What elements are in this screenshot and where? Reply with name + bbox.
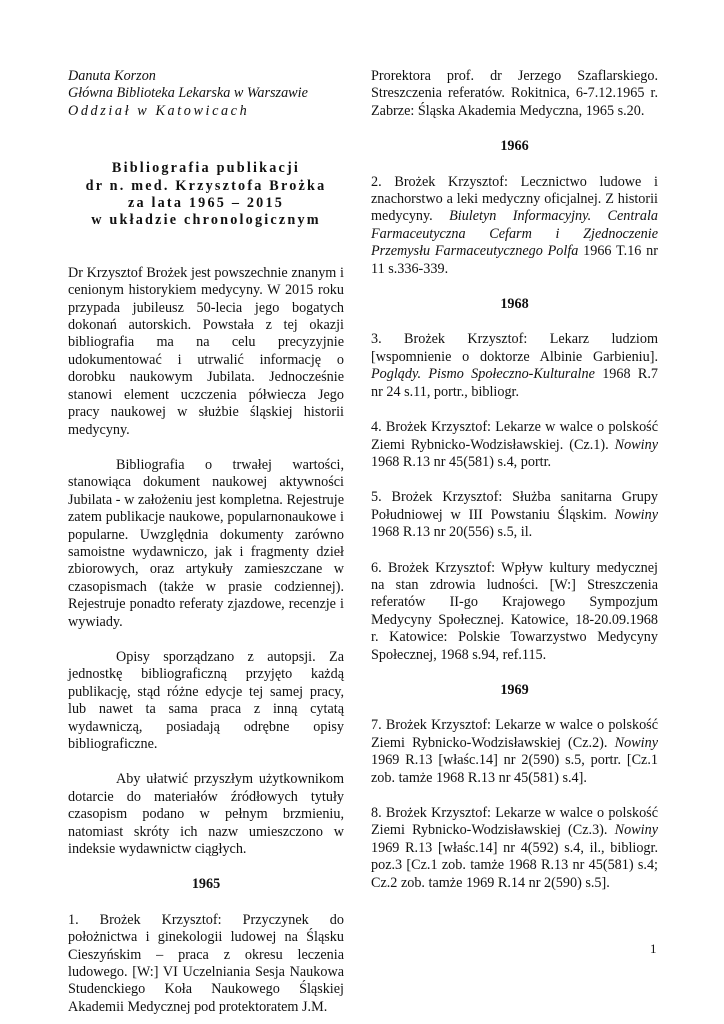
document-title — [68, 160, 344, 230]
intro-paragraph-4: Aby ułatwić przyszłym użytkownikom dotarcie do materiałów źródłowych tytuły czasopism podano w pełnym brzmieniu, natomiast skróty ich nazw umieszczono w indeksie wydawnictw ciągłych. — [68, 771, 344, 858]
page-number: 1 — [650, 941, 657, 956]
bibliography-entry-7 — [371, 717, 658, 787]
entry-4-journal: Nowiny — [614, 436, 658, 453]
title-line-3: za lata 1965 – 2015 — [127, 195, 285, 212]
title-line-2: dr n. med. Krzysztofa Brożka — [85, 177, 327, 194]
entry-4-citation: 1968 R.13 nr 45(581) s.4, portr. — [371, 453, 552, 470]
entry-7-citation: 1969 R.13 [właśc.14] nr 2(590) s.5, portr. [Cz.1 zob. tamże 1968 R.13 nr 45(581) s.4]. — [371, 752, 658, 786]
year-heading-1965: 1965 — [191, 876, 221, 893]
entry-2-journal: Biuletyn Informacyjny. Centrala Farmaceutyczna Cefarm i Zjednoczenie Przemysłu Farmaceutycznego Polfa — [371, 208, 658, 260]
intro-paragraph-3: Opisy sporządzano z autopsji. Za jednostkę bibliograficzną przyjęto każdą publikację, stąd różne edycje tej samej pracy, lub nawet ta sama praca z inną cytatą wydawniczą, posiadają odrębne opisy bibliograficzne. — [68, 648, 344, 752]
entry-5-citation: 1968 R.13 nr 20(556) s.5, il. — [371, 524, 533, 541]
branch-name: Oddział w Katowicach — [68, 102, 250, 119]
bibliography-entry-2 — [371, 174, 658, 278]
entry-5-journal: Nowiny — [614, 506, 658, 523]
entry-3-journal: Poglądy. Pismo Społeczno-Kulturalne — [371, 366, 595, 383]
document-header — [68, 68, 344, 120]
year-heading-1968: 1968 — [500, 296, 529, 313]
year-heading-1966: 1966 — [500, 138, 529, 155]
bibliography-entry-8 — [371, 805, 658, 892]
entry-2-citation: 1966 T.16 nr 11 s.336-339. — [371, 243, 658, 277]
entry-8-citation: 1969 R.13 [właśc.14] nr 4(592) s.4, il., bibliogr. poz.3 [Cz.1 zob. tamże 1968 R.13 nr 45(581) s.4; Cz.2 zob. tamże 1969 R.14 nr 2(590) s.5]. — [371, 839, 658, 891]
title-line-1: Bibliografia publikacji — [111, 160, 301, 177]
bibliography-entry-6: 6. Brożek Krzysztof: Wpływ kultury medycznej na stan zdrowia ludności. [W:] Streszczenia referatów II-go Krajowego Sympozjum Medycyny Społecznej. Katowice, 18-20.09.1968 r. Katowice: Polskie Towarzystwo Medycyny Społecznej, 1968 s.94, ref.115. — [371, 559, 658, 663]
entry-8-text: 8. Brożek Krzysztof: Lekarze w walce o polskość Ziemi Rybnicko-Wodzisławskiej (Cz.3). — [371, 805, 658, 839]
bibliography-entry-1: 1. Brożek Krzysztof: Przyczynek do położnictwa i ginekologii ludowej na Śląsku Cieszyńskim – praca z okresu leczenia ludowego. [W:] VI Uczelniania Sesja Naukowa Studenckiego Koła Naukowego Śląskiej Akademii Medycznej pod protektoratem J.M. — [68, 911, 344, 1015]
entry-2-text: 2. Brożek Krzysztof: Lecznictwo ludowe i znachorstwo a leki medyczny oficjalnej. Z historii medycyny. — [371, 173, 658, 225]
title-line-4: w układzie chronologicznym — [91, 212, 321, 229]
author-name: Danuta Korzon — [68, 68, 156, 84]
bibliography-entry-5 — [371, 489, 658, 541]
year-heading-1969: 1969 — [500, 681, 529, 698]
entry-8-journal: Nowiny — [614, 822, 658, 839]
entry-7-text: 7. Brożek Krzysztof: Lekarze w walce o polskość Ziemi Rybnicko-Wodzisławskiej (Cz.2). — [371, 717, 658, 751]
bibliography-entry-3 — [371, 331, 658, 401]
intro-paragraph-1: Dr Krzysztof Brożek jest powszechnie znanym i cenionym historykiem medycyny. W 2015 roku przypada jubileusz 50-lecia jego bogatych dokonań autorskich. Powstała z tej okazji bibliografia ma na celu precyzyjnie udokumentować i utrwalić informację o dorobku naukowym Jubilata. Jednocześnie stanowi element uczczenia półwiecza Jego pracy naukowej w służbie śląskiej historii medycyny. — [68, 264, 344, 438]
right-column — [371, 68, 658, 892]
entry-3-citation: 1968 R.7 nr 24 s.11, portr., bibliogr. — [371, 366, 659, 400]
entry-5-text: 5. Brożek Krzysztof: Służba sanitarna Grupy Południowej w III Powstaniu Śląskim. — [371, 489, 658, 523]
intro-paragraph-2: Bibliografia o trwałej wartości, stanowiąca dokument naukowej aktywności Jubilata - w założeniu jest kompletna. Rejestruje zatem publikacje naukowe, popularnonaukowe i popularne. Uwzględnia dokumenty zarówno samoistne wydawniczo, jak i fragmenty dzieł zbiorowych, oraz artykuły zamieszczane w czasopismach (także w prasie codziennej). Rejestruje ponadto referaty zjazdowe, recenzje i wywiady. — [68, 456, 344, 630]
left-column — [68, 68, 344, 1016]
entry-4-text: 4. Brożek Krzysztof: Lekarze w walce o polskość Ziemi Rybnicko-Wodzisławskiej. (Cz.1). — [371, 419, 658, 453]
institution-name: Główna Biblioteka Lekarska w Warszawie — [68, 85, 308, 102]
entry-3-text: 3. Brożek Krzysztof: Lekarz ludziom [wspomnienie o doktorze Albinie Garbieniu]. — [371, 331, 658, 365]
bibliography-entry-1-continued: Prorektora prof. dr Jerzego Szaflarskiego. Streszczenia referatów. Rokitnica, 6-7.12.1965 r. Zabrze: Śląska Akademia Medyczna, 1965 s.20. — [371, 68, 658, 119]
entry-7-journal: Nowiny — [614, 734, 658, 751]
bibliography-entry-4 — [371, 419, 658, 471]
